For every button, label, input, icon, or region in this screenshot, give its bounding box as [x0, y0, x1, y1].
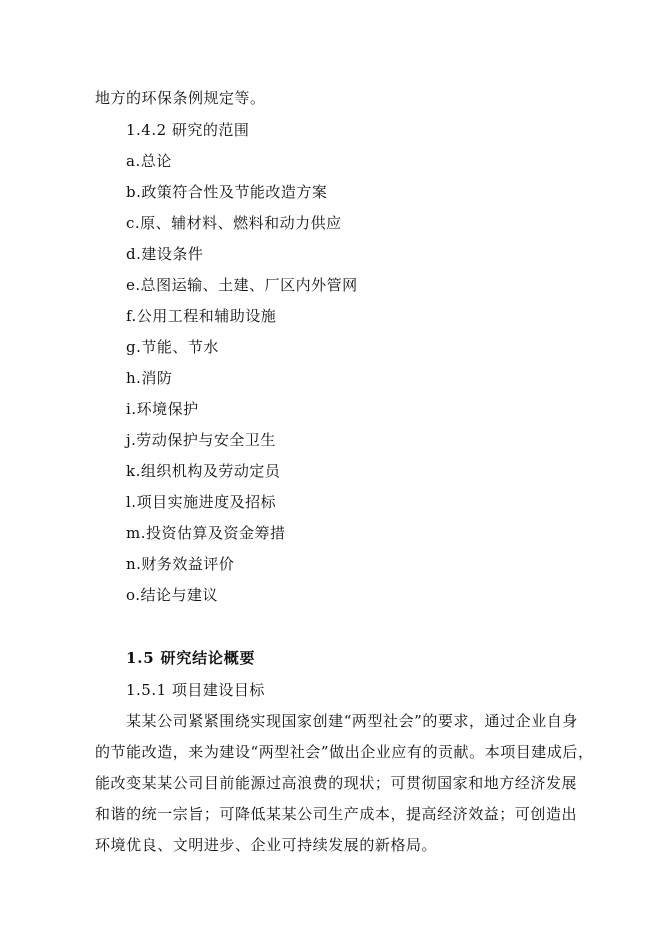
scope-item-d: d.建设条件 — [126, 245, 204, 263]
section-1-4-2-title: 1.4.2 研究的范围 — [126, 121, 250, 139]
scope-item-g: g.节能、节水 — [126, 338, 219, 356]
scope-item-h: h.消防 — [126, 369, 173, 387]
scope-item-c: c.原、辅材料、燃料和动力供应 — [126, 214, 342, 232]
scope-item-b: b.政策符合性及节能改造方案 — [126, 183, 328, 201]
section-1-5-1-title: 1.5.1 项目建设目标 — [126, 681, 265, 699]
scope-item-e: e.总图运输、土建、厂区内外管网 — [126, 276, 358, 294]
scope-item-k: k.组织机构及劳动定员 — [126, 462, 281, 480]
scope-item-m: m.投资估算及资金筹措 — [126, 524, 286, 542]
scope-item-l: l.项目实施进度及招标 — [126, 493, 277, 511]
paragraph-line-5: 环境优良、文明进步、企业可持续发展的新格局。 — [95, 836, 438, 854]
paragraph-line-3: 能改变某某公司目前能源过高浪费的现状；可贯彻国家和地方经济发展 — [95, 774, 578, 792]
scope-item-j: j.劳动保护与安全卫生 — [126, 431, 276, 449]
scope-item-n: n.财务效益评价 — [126, 555, 235, 573]
paragraph-line-2: 的节能改造，来为建设“两型社会”做出企业应有的贡献。本项目建成后， — [95, 743, 594, 761]
scope-item-a: a.总论 — [126, 152, 172, 170]
scope-item-f: f.公用工程和辅助设施 — [126, 307, 277, 325]
scope-item-i: i.环境保护 — [126, 400, 199, 418]
section-1-5-title: 1.5 研究结论概要 — [126, 649, 256, 667]
paragraph-line-1: 某某公司紧紧围绕实现国家创建“两型社会”的要求，通过企业自身 — [126, 712, 578, 730]
scope-item-o: o.结论与建议 — [126, 586, 219, 604]
intro-line: 地方的环保条例规定等。 — [95, 89, 266, 107]
paragraph-line-4: 和谐的统一宗旨；可降低某某公司生产成本，提高经济效益；可创造出 — [95, 805, 578, 823]
